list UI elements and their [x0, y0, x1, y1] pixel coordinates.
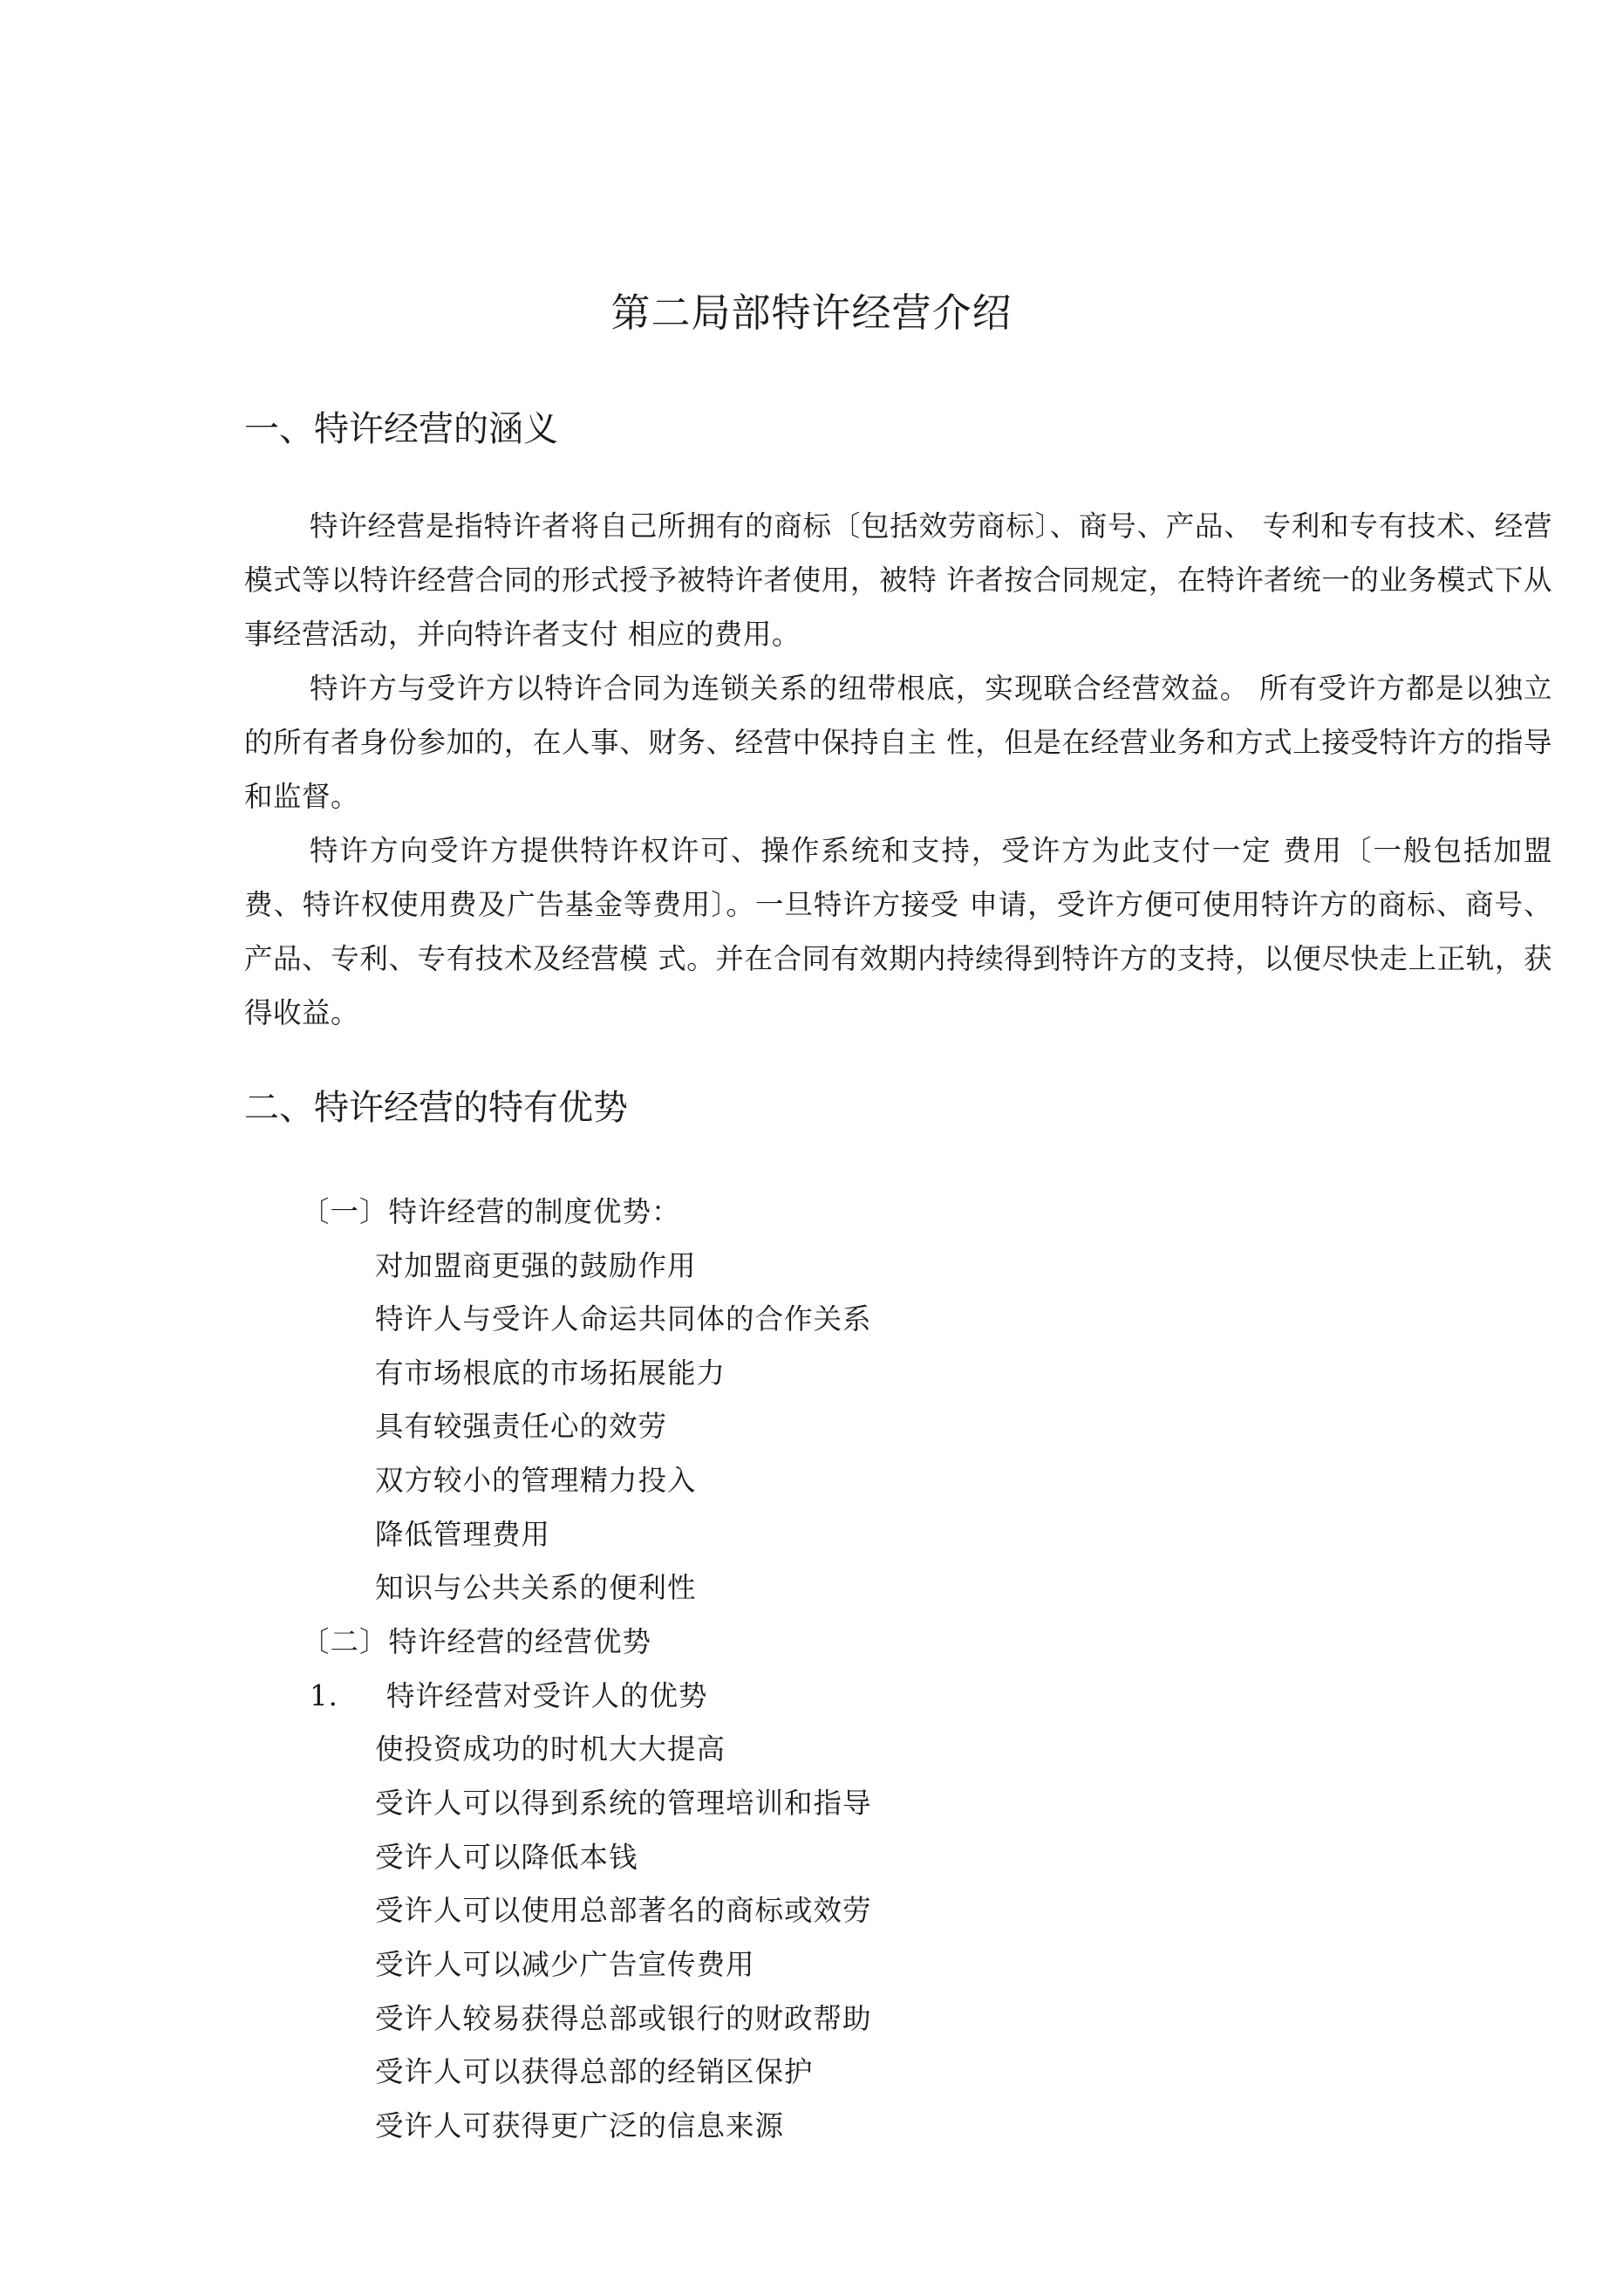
list-item: 具有较强责任心的效劳	[375, 1410, 668, 1443]
paragraph-definition: 特许经营是指特许者将自己所拥有的商标〔包括效劳商标〕、商号、产品、 专利和专有技术、经营模式等以特许经营合同的形式授予被特许者使用，被特 许者按合同规定，在特许者统一的业务模式下从事经营活动，并向特许者支付 相应的费用。	[244, 509, 1552, 651]
list-item: 受许人可以获得总部的经销区保护	[375, 2055, 814, 2088]
list-item: 受许人较易获得总部或银行的财政帮助	[375, 2002, 872, 2035]
paragraph-support: 特许方向受许方提供特许权许可、操作系统和支持，受许方为此支付一定 费用〔一般包括加盟费、特许权使用费及广告基金等费用〕。一旦特许方接受 申请，受许方便可使用特许方的商标、商号、产品、专利、专有技术及经营模 式。并在合同有效期内持续得到特许方的支持，以便尽快走上正轨，获得收益。	[244, 834, 1552, 1029]
list-item: 有市场根底的市场拓展能力	[375, 1356, 726, 1390]
list-item: 受许人可以减少广告宣传费用	[375, 1948, 755, 1981]
section-heading-meaning: 一、特许经营的涵义	[244, 409, 558, 449]
numbered-point	[310, 1674, 708, 1714]
list-item: 对加盟商更强的鼓励作用	[375, 1249, 697, 1282]
subsection-heading-system: 〔一〕特许经营的制度优势：	[301, 1195, 681, 1228]
section-heading-advantages: 二、特许经营的特有优势	[244, 1088, 628, 1128]
list-item: 使投资成功的时机大大提高	[375, 1732, 726, 1766]
list-item: 双方较小的管理精力投入	[375, 1464, 697, 1497]
subsection-heading-business: 〔二〕特许经营的经营优势	[301, 1625, 652, 1658]
list-item: 受许人可以得到系统的管理培训和指导	[375, 1787, 872, 1820]
point-number: 1.	[310, 1679, 339, 1712]
list-item: 受许人可以使用总部著名的商标或效劳	[375, 1894, 872, 1927]
list-item: 受许人可获得更广泛的信息来源	[375, 2109, 785, 2142]
list-item: 特许人与受许人命运共同体的合作关系	[375, 1302, 872, 1336]
list-item: 知识与公共关系的便利性	[375, 1571, 697, 1604]
page-title: 第二局部特许经营介绍	[610, 290, 1013, 336]
list-item: 受许人可以降低本钱	[375, 1841, 638, 1874]
paragraph-relationship: 特许方与受许方以特许合同为连锁关系的纽带根底，实现联合经营效益。 所有受许方都是以独立的所有者身份参加的，在人事、财务、经营中保持自主 性，但是在经营业务和方式上接受特许方的指导和监督。	[244, 672, 1552, 813]
point-label: 特许经营对受许人的优势	[386, 1679, 708, 1712]
list-item: 降低管理费用	[375, 1518, 551, 1551]
